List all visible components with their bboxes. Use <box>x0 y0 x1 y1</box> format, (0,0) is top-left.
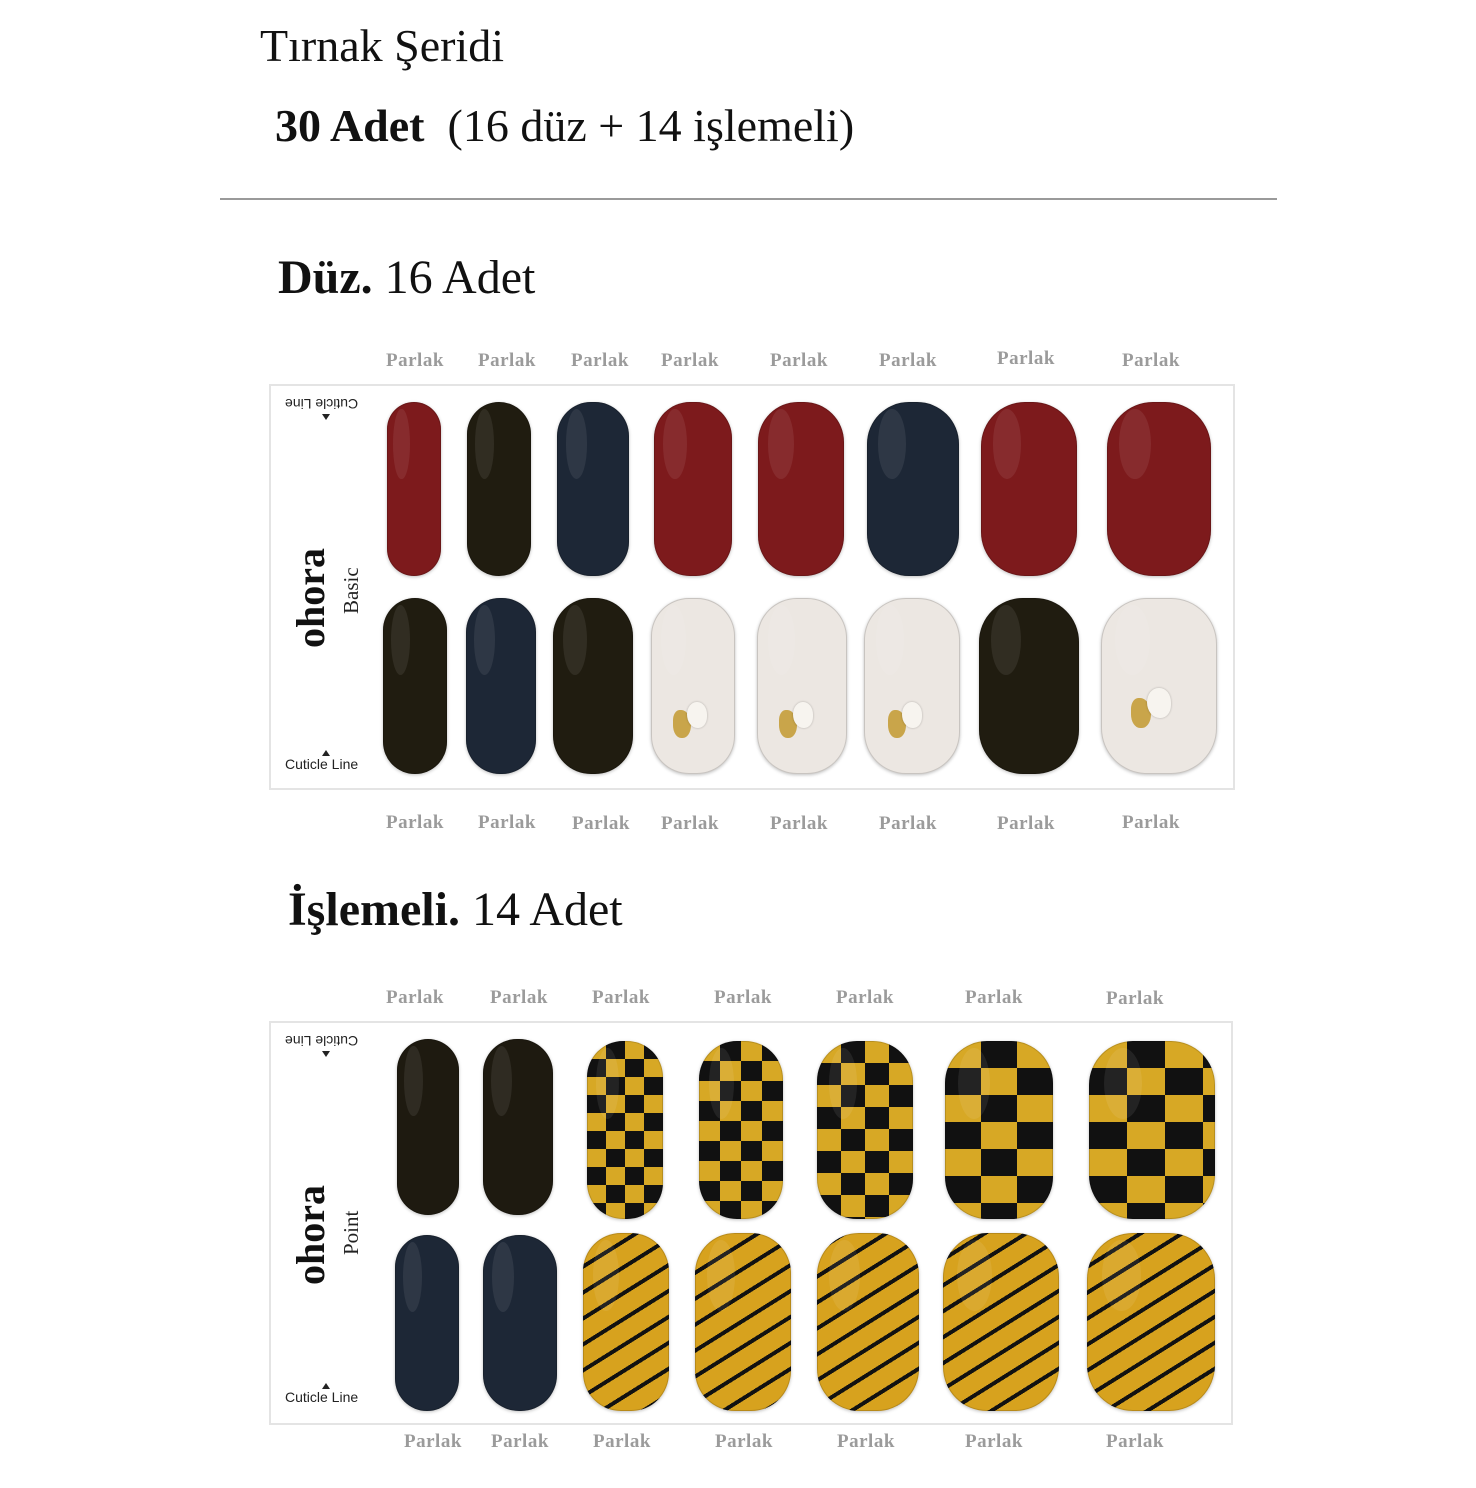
finish-label: Parlak <box>1122 350 1180 371</box>
cuticle-line-marker-bottom <box>285 750 358 772</box>
nail-sticker-black <box>467 402 531 576</box>
brand-logo: ohora <box>288 548 333 648</box>
cuticle-line-label: Cuticle Line <box>285 396 359 412</box>
finish-label: Parlak <box>1106 1431 1164 1452</box>
finish-label: Parlak <box>997 348 1055 369</box>
finish-label: Parlak <box>1122 812 1180 833</box>
finish-label: Parlak <box>490 987 548 1008</box>
cuticle-line-label: Cuticle Line <box>285 1389 359 1405</box>
finish-label: Parlak <box>837 1431 895 1452</box>
piece-count-total: 30 Adet <box>275 100 425 151</box>
nail-sticker-black <box>483 1039 553 1215</box>
nail-sticker-checker <box>587 1041 663 1219</box>
finish-label: Parlak <box>491 1431 549 1452</box>
piece-count <box>275 98 854 154</box>
nail-sticker-tiger-stripe <box>695 1233 791 1411</box>
nail-sticker-checker <box>699 1041 783 1219</box>
nail-sticker-checker <box>945 1041 1053 1219</box>
nail-sticker-tiger-stripe <box>943 1233 1059 1411</box>
finish-label: Parlak <box>714 987 772 1008</box>
nail-sticker-checker <box>1089 1041 1215 1219</box>
nail-sticker-navy <box>466 598 536 774</box>
nail-sticker-red <box>1107 402 1211 576</box>
divider <box>220 198 1277 200</box>
plain-section-heading <box>278 250 535 306</box>
design-nail-sheet <box>269 1021 1233 1425</box>
finish-label: Parlak <box>965 1431 1023 1452</box>
finish-label: Parlak <box>770 350 828 371</box>
cuticle-line-label: Cuticle Line <box>285 756 359 772</box>
nail-sticker-red <box>981 402 1077 576</box>
nail-sticker-navy <box>867 402 959 576</box>
nail-sticker-black <box>979 598 1079 774</box>
finish-label: Parlak <box>661 350 719 371</box>
nail-sticker-black <box>553 598 633 774</box>
page-title: Tırnak Şeridi <box>260 20 504 71</box>
pearl-charm-icon <box>1147 688 1171 718</box>
nail-sticker-navy <box>395 1235 459 1411</box>
finish-label: Parlak <box>715 1431 773 1452</box>
finish-label: Parlak <box>478 350 536 371</box>
nail-sticker-red <box>654 402 732 576</box>
nail-sticker-navy <box>483 1235 557 1411</box>
plain-heading-count: 16 Adet <box>384 251 536 304</box>
pearl-charm-icon <box>902 702 922 728</box>
nail-sticker-tiger-stripe <box>583 1233 669 1411</box>
finish-label: Parlak <box>770 813 828 834</box>
cuticle-line-label: Cuticle Line <box>285 1033 359 1049</box>
nail-sticker-red <box>758 402 844 576</box>
design-heading-count: 14 Adet <box>471 883 623 936</box>
triangle-down-icon <box>322 414 330 420</box>
finish-label: Parlak <box>571 350 629 371</box>
nail-sticker-checker <box>817 1041 913 1219</box>
finish-label: Parlak <box>836 987 894 1008</box>
brand-line-name: Basic <box>339 567 363 614</box>
nail-sticker-navy <box>557 402 629 576</box>
cuticle-line-marker-top <box>285 396 358 420</box>
finish-label: Parlak <box>572 813 630 834</box>
nail-sticker-black <box>397 1039 459 1215</box>
nail-sticker-tiger-stripe <box>817 1233 919 1411</box>
finish-label: Parlak <box>386 987 444 1008</box>
finish-label: Parlak <box>879 350 937 371</box>
nail-sticker-cream-charm <box>864 598 960 774</box>
finish-label: Parlak <box>478 812 536 833</box>
finish-label: Parlak <box>593 1431 651 1452</box>
finish-label: Parlak <box>997 813 1055 834</box>
piece-count-detail: (16 düz + 14 işlemeli) <box>447 100 855 151</box>
design-heading-label: İşlemeli. <box>288 883 460 936</box>
cuticle-line-marker-bottom <box>285 1383 358 1405</box>
finish-label: Parlak <box>661 813 719 834</box>
nail-sticker-tiger-stripe <box>1087 1233 1215 1411</box>
nail-sticker-cream-charm <box>1101 598 1217 774</box>
nail-sticker-red <box>387 402 441 576</box>
pearl-charm-icon <box>687 702 707 728</box>
plain-heading-label: Düz. <box>278 251 373 304</box>
finish-label: Parlak <box>386 812 444 833</box>
brand-line-name: Point <box>339 1210 363 1255</box>
triangle-down-icon <box>322 1051 330 1057</box>
cuticle-line-marker-top <box>285 1033 358 1057</box>
nail-sticker-cream-charm <box>651 598 735 774</box>
finish-label: Parlak <box>1106 988 1164 1009</box>
finish-label: Parlak <box>879 813 937 834</box>
brand-logo: ohora <box>288 1185 333 1285</box>
plain-nail-sheet <box>269 384 1235 790</box>
nail-sticker-cream-charm <box>757 598 847 774</box>
design-section-heading <box>288 882 623 938</box>
pearl-charm-icon <box>793 702 813 728</box>
finish-label: Parlak <box>965 987 1023 1008</box>
finish-label: Parlak <box>592 987 650 1008</box>
finish-label: Parlak <box>404 1431 462 1452</box>
nail-sticker-black <box>383 598 447 774</box>
finish-label: Parlak <box>386 350 444 371</box>
